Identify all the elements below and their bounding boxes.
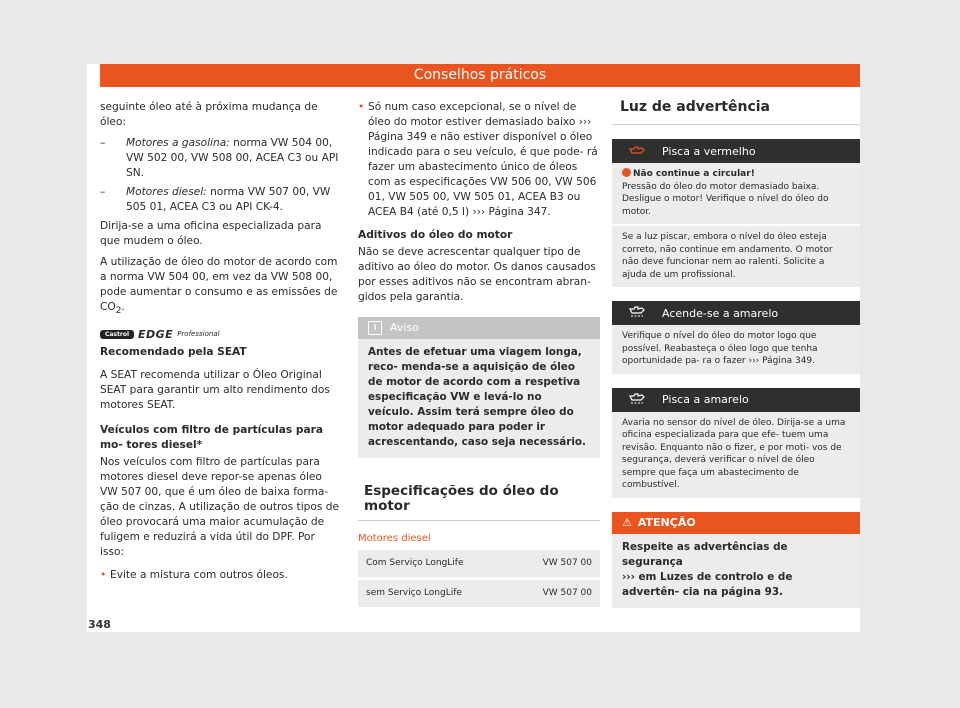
table-cell-label: Com Serviço LongLife — [358, 550, 524, 579]
yellow-on-text: Verifique o nível do óleo do motor logo que possível. Reabasteça o óleo logo que tenha oportunidade pa- ra o fazer ››› Página 349. — [622, 331, 818, 366]
yellow-on-heading: Acende-se a amarelo — [662, 306, 779, 320]
additives-heading: Aditivos do óleo do motor — [358, 229, 513, 241]
atencao-line2: ››› em Luzes de controlo e de advertên- cia na página 93. — [622, 570, 793, 598]
gasoline-label: Motores a gasolina: — [126, 137, 230, 149]
exception-text: Só num caso excepcional, se o nível de óleo do motor estiver demasiado baixo ››› Página 349 e não estiver disponível o óleo indicado para o seu veículo, é que pode- rá fazer um abastecimento único de óleos com as especificações VW 506 00, VW 506 01, VW 505 00, VW 505 01, ACEA B3 ou ACEA B4 (até 0,5 l) ››› Página 347. — [368, 101, 598, 218]
dpf-text: Nos veículos com filtro de partículas para motores diesel deve repor-se apenas óleo VW 507 00, que é um óleo de baixa forma- ção de cinzas. A utilização de outros tipos de óleo provocará uma maior acumulação de fuligem e reduzirá a vida útil do DPF. Por isso: — [100, 456, 339, 559]
column-middle — [358, 100, 600, 610]
red-blink-body — [612, 163, 860, 224]
aviso-box — [358, 317, 600, 458]
atencao-header — [612, 512, 860, 534]
professional-wordmark: Professional — [177, 329, 220, 338]
warning-triangle-icon: ⚠ — [622, 516, 632, 529]
bullet-dot: • — [100, 569, 107, 582]
red-blink-header — [612, 139, 860, 163]
aviso-header — [358, 317, 600, 339]
castrol-badge: Castrol — [100, 330, 134, 339]
column-left — [100, 100, 340, 583]
aviso-title: Aviso — [390, 321, 419, 334]
atencao-box — [612, 512, 860, 608]
table-cell-value: VW 507 00 — [524, 550, 600, 579]
yellow-blink-heading: Pisca a amarelo — [662, 393, 749, 406]
red-blink-heading: Pisca a vermelho — [662, 144, 756, 158]
atencao-title: ATENÇÃO — [637, 516, 696, 529]
table-row — [358, 550, 600, 579]
table-cell-value: VW 507 00 — [524, 579, 600, 609]
stop-dot-icon — [622, 168, 631, 177]
aviso-body: Antes de efetuar uma viagem longa, reco- menda-se a aquisição de óleo de motor de acordo com a respetiva especificação VW e levá-lo no veículo. Assim terá sempre óleo do motor adequado para poder ir acrescentando, caso seja necessário. — [368, 346, 586, 448]
diesel-text: norma VW 507 00, VW 505 01, ACEA C3 ou API CK-4. — [126, 186, 331, 213]
yellow-blink-text: Avaria no sensor do nível de óleo. Dirija-se a uma oficina especializada para que efe- tuem uma revisão. Enquanto não o fizer, e por moti- vos de segurança, deverá verificar o nível de óleo sempre que faça um abastecimento de combustível. — [622, 417, 846, 490]
column-right — [612, 95, 860, 608]
atencao-line1: Respeite as advertências de segurança — [622, 540, 788, 568]
diesel-label: Motores diesel: — [126, 186, 207, 198]
table-row — [358, 579, 600, 609]
red-blink-bold: Não continue a circular! — [633, 169, 755, 179]
info-icon: i — [368, 321, 382, 335]
warning-light-title: Luz de advertência — [612, 95, 860, 125]
page-number: 348 — [88, 618, 111, 631]
castrol-edge-logo — [100, 329, 340, 339]
dpf-heading: Veículos com filtro de partículas para mo- tores diesel* — [100, 424, 323, 452]
list-item-exception — [358, 100, 600, 220]
paragraph-workshop: Dirija-se a uma oficina especializada para que mudem o óleo. — [100, 220, 322, 247]
list-item-mix — [100, 568, 340, 583]
spec-table — [358, 550, 600, 610]
recommended-text: A SEAT recomenda utilizar o Óleo Original SEAT para garantir um alto rendimento dos motores SEAT. — [100, 369, 330, 412]
motores-diesel-label: Motores diesel — [358, 533, 431, 544]
yellow-blink-body — [612, 412, 860, 498]
additives-text: Não se deve acrescentar qualquer tipo de aditivo ao óleo do motor. Os danos causados por esses aditivos não se encontram abran- gidos pela garantia. — [358, 246, 596, 303]
yellow-on-body — [612, 325, 860, 374]
gasoline-text: norma VW 504 00, VW 502 00, VW 508 00, ACEA C3 ou API SN. — [126, 137, 339, 179]
oil-can-icon — [612, 392, 662, 408]
consumption-text: A utilização de óleo do motor de acordo com a norma VW 504 00, em vez da VW 508 00, pode aumentar o consumo e as emissões de CO — [100, 256, 338, 313]
bullet-mix-text: Evite a mistura com outros óleos. — [110, 569, 288, 582]
list-item-gasoline — [100, 136, 340, 181]
page-header: Conselhos práticos — [100, 64, 860, 87]
yellow-on-header — [612, 301, 860, 325]
paragraph-consumption: A utilização de óleo do motor de acordo com a norma VW 504 00, em vez da VW 508 00, pode aumentar o consumo e as emissões de $CO_2$. — [100, 256, 338, 317]
table-cell-label: sem Serviço LongLife — [358, 579, 524, 609]
yellow-blink-header — [612, 388, 860, 412]
oil-can-icon — [612, 305, 662, 321]
recommended-heading: Recomendado pela SEAT — [100, 346, 247, 359]
atencao-body — [612, 534, 860, 608]
spec-section-title: Especificações do óleo do motor — [358, 478, 600, 521]
oil-can-icon — [612, 144, 662, 159]
red-blink-note — [612, 226, 860, 287]
intro-text: seguinte óleo até à próxima mudança de óleo: — [100, 101, 318, 128]
bullet-dot: • — [358, 101, 365, 113]
list-item-diesel — [100, 185, 340, 215]
red-blink-text: Pressão do óleo do motor demasiado baixa. Desligue o motor! Verifique o nível do óleo do motor. — [622, 181, 829, 217]
co2-subscript: 2 — [115, 306, 122, 317]
red-blink-note-text: Se a luz piscar, embora o nível do óleo esteja correto, não continue em andamento. O motor não deve funcionar nem ao ralenti. Solicite a ajuda de um profissional. — [622, 232, 833, 280]
edge-wordmark: EDGE — [138, 327, 174, 341]
